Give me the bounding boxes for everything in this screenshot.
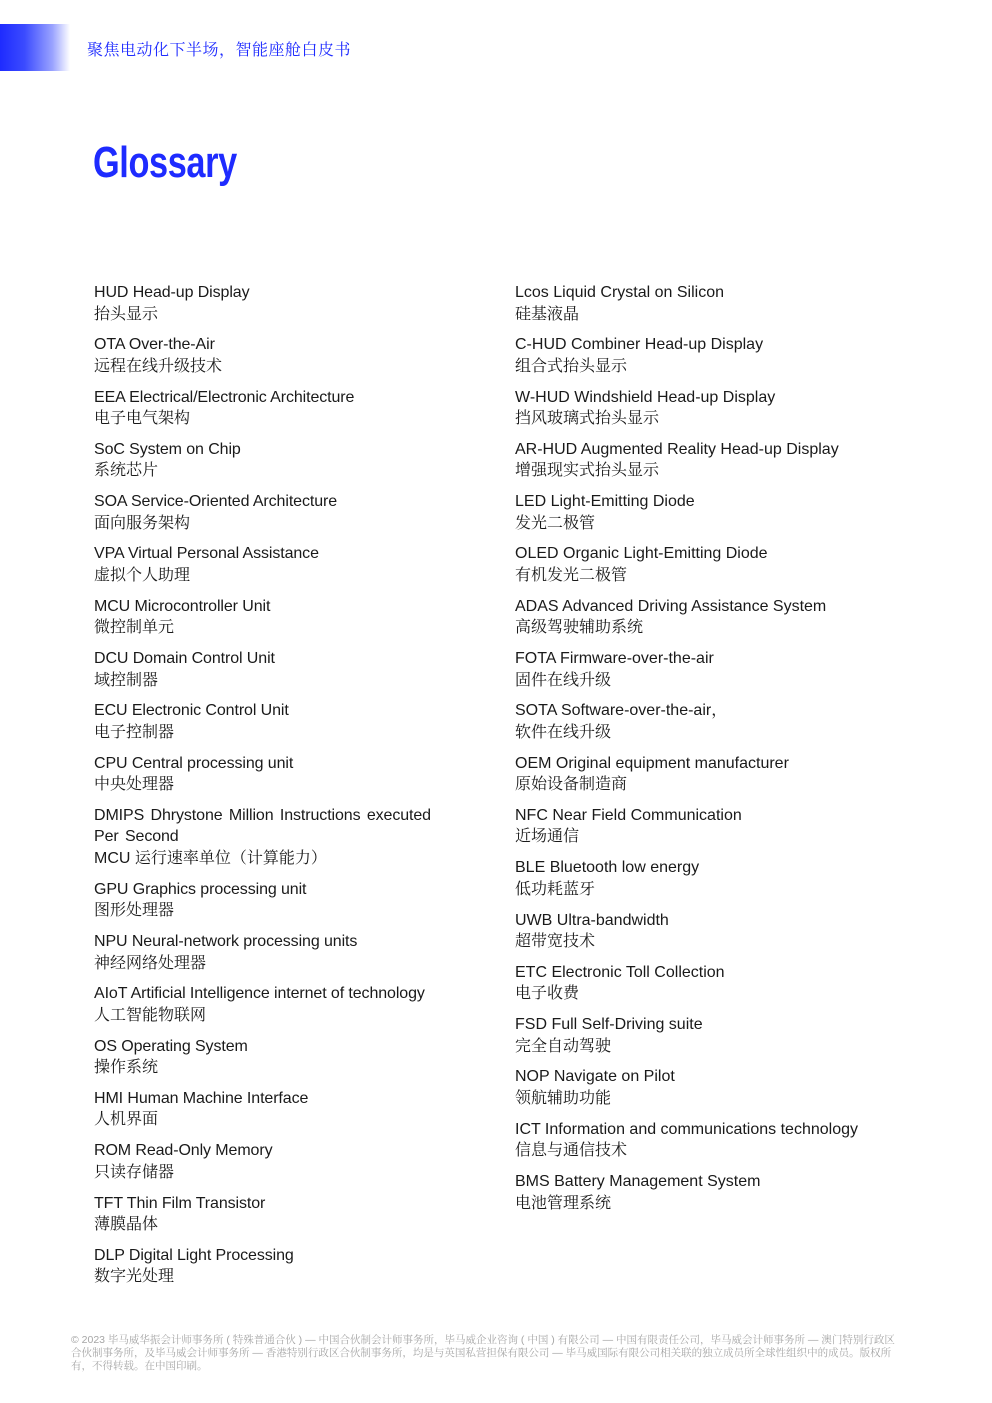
term-chinese: 微控制单元 xyxy=(94,619,175,637)
glossary-entry xyxy=(94,596,454,639)
term-english: TFT Thin Film Transistor xyxy=(94,1194,266,1212)
term-english: DMIPS Dhrystone Million Instructions executed Per Second xyxy=(94,806,431,846)
copyright-footer: © 2023 毕马威华振会计师事务所 ( 特殊普通合伙 ) — 中国合伙制会计师事务所，毕马威企业咨询 ( 中国 ) 有限公司 — 中国有限责任公司，毕马威会计师事务所 — 澳门特别行政区合伙制事务所，及毕马威会计师事务所 — 香港特别行政区合伙制事务所，均是与英国私营担保有限公司 — 毕马威国际有限公司相关联的独立成员所全球性组织中的成员。版权所有，不得转载。在中国印刷。 xyxy=(71,1334,895,1372)
term-english: CPU Central processing unit xyxy=(94,754,294,772)
term-english: ADAS Advanced Driving Assistance System xyxy=(515,597,827,615)
term-english: GPU Graphics processing unit xyxy=(94,880,307,898)
term-chinese: 增强现实式抬头显示 xyxy=(515,462,660,480)
glossary-entry xyxy=(94,282,454,325)
term-chinese: 电子收费 xyxy=(515,985,580,1003)
glossary-entry xyxy=(515,700,915,743)
glossary-entry xyxy=(94,648,454,691)
term-chinese: 低功耗蓝牙 xyxy=(515,880,596,898)
glossary-entry xyxy=(94,1036,454,1079)
term-english: MCU Microcontroller Unit xyxy=(94,597,271,615)
term-chinese: 域控制器 xyxy=(94,671,159,689)
glossary-entry xyxy=(515,387,915,430)
glossary-entry xyxy=(94,879,454,922)
glossary-entry xyxy=(515,910,915,953)
page-title: Glossary xyxy=(93,138,237,187)
term-english: ROM Read-Only Memory xyxy=(94,1142,273,1160)
glossary-entry xyxy=(515,1171,915,1214)
term-english: SOA Service-Oriented Architecture xyxy=(94,493,338,511)
term-chinese: 操作系统 xyxy=(94,1059,159,1077)
term-chinese: 图形处理器 xyxy=(94,902,175,920)
header-title: 聚焦电动化下半场，智能座舱白皮书 xyxy=(87,42,352,59)
glossary-entry xyxy=(515,1014,915,1057)
term-chinese: MCU 运行速率单位（计算能力） xyxy=(94,849,327,867)
glossary-entry xyxy=(94,805,454,870)
term-chinese: 发光二极管 xyxy=(515,514,596,532)
term-chinese: 电池管理系统 xyxy=(515,1194,612,1212)
glossary-entry xyxy=(515,491,915,534)
term-english: ETC Electronic Toll Collection xyxy=(515,963,725,981)
term-chinese: 神经网络处理器 xyxy=(94,954,207,972)
glossary-entry xyxy=(515,962,915,1005)
term-english: OTA Over-the-Air xyxy=(94,336,215,354)
term-chinese: 只读存储器 xyxy=(94,1163,175,1181)
term-chinese: 高级驾驶辅助系统 xyxy=(515,619,644,637)
glossary-entry xyxy=(94,983,454,1026)
term-english: DCU Domain Control Unit xyxy=(94,650,275,668)
term-chinese: 信息与通信技术 xyxy=(515,1142,628,1160)
term-chinese: 中央处理器 xyxy=(94,776,175,794)
term-chinese: 挡风玻璃式抬头显示 xyxy=(515,410,660,428)
term-chinese: 原始设备制造商 xyxy=(515,776,628,794)
glossary-entry xyxy=(515,439,915,482)
term-english: EEA Electrical/Electronic Architecture xyxy=(94,388,355,406)
glossary-entry xyxy=(94,334,454,377)
term-english: AIoT Artificial Intelligence internet of technology xyxy=(94,985,425,1003)
glossary-entry xyxy=(94,700,454,743)
term-english: AR-HUD Augmented Reality Head-up Display xyxy=(515,440,839,458)
glossary-entry xyxy=(94,1088,454,1131)
term-chinese: 远程在线升级技术 xyxy=(94,357,223,375)
term-english: LED Light-Emitting Diode xyxy=(515,493,695,511)
glossary-entry xyxy=(515,805,915,848)
term-english: HMI Human Machine Interface xyxy=(94,1089,309,1107)
term-chinese: 虚拟个人助理 xyxy=(94,566,191,584)
term-chinese: 电子控制器 xyxy=(94,723,175,741)
term-chinese: 面向服务架构 xyxy=(94,514,191,532)
glossary-entry xyxy=(94,931,454,974)
term-english: NFC Near Field Communication xyxy=(515,806,742,824)
term-english: ICT Information and communications technology xyxy=(515,1120,858,1138)
glossary-right-column xyxy=(515,282,915,1223)
glossary-entry xyxy=(94,753,454,796)
term-english: HUD Head-up Display xyxy=(94,284,250,301)
glossary-entry xyxy=(515,334,915,377)
term-english: UWB Ultra-bandwidth xyxy=(515,911,669,929)
term-chinese: 抬头显示 xyxy=(94,305,159,323)
term-chinese: 硅基液晶 xyxy=(515,305,580,323)
term-chinese: 完全自动驾驶 xyxy=(515,1037,612,1055)
term-chinese: 组合式抬头显示 xyxy=(515,357,628,375)
glossary-entry xyxy=(94,1193,454,1236)
term-english: SoC System on Chip xyxy=(94,440,241,458)
term-english: C-HUD Combiner Head-up Display xyxy=(515,336,764,354)
term-chinese: 电子电气架构 xyxy=(94,410,191,428)
glossary-entry xyxy=(94,439,454,482)
term-english: FSD Full Self-Driving suite xyxy=(515,1016,703,1034)
header-accent-band xyxy=(0,24,70,71)
glossary-entry xyxy=(515,648,915,691)
term-chinese: 超带宽技术 xyxy=(515,933,596,951)
glossary-entry xyxy=(515,282,915,325)
term-english: W-HUD Windshield Head-up Display xyxy=(515,388,776,406)
glossary-entry xyxy=(515,1119,915,1162)
term-chinese: 有机发光二极管 xyxy=(515,566,628,584)
term-english: OS Operating System xyxy=(94,1037,248,1055)
term-english: Lcos Liquid Crystal on Silicon xyxy=(515,284,724,301)
term-chinese: 薄膜晶体 xyxy=(94,1216,159,1234)
term-english: ECU Electronic Control Unit xyxy=(94,702,289,720)
glossary-entry xyxy=(94,1245,454,1288)
glossary-entry xyxy=(94,491,454,534)
term-english: NOP Navigate on Pilot xyxy=(515,1068,675,1086)
glossary-entry xyxy=(515,1066,915,1109)
term-english: BLE Bluetooth low energy xyxy=(515,859,700,877)
glossary-entry xyxy=(515,596,915,639)
glossary-left-column xyxy=(94,282,454,1297)
term-english: FOTA Firmware-over-the-air xyxy=(515,650,714,668)
glossary-entry xyxy=(515,543,915,586)
term-chinese: 近场通信 xyxy=(515,828,580,846)
term-english: OEM Original equipment manufacturer xyxy=(515,754,789,772)
term-english: DLP Digital Light Processing xyxy=(94,1246,294,1264)
term-chinese: 领航辅助功能 xyxy=(515,1089,612,1107)
term-chinese: 数字光处理 xyxy=(94,1268,175,1286)
term-chinese: 系统芯片 xyxy=(94,462,159,480)
glossary-entry xyxy=(94,387,454,430)
glossary-entry xyxy=(94,543,454,586)
glossary-entry xyxy=(515,857,915,900)
term-chinese: 人机界面 xyxy=(94,1111,159,1129)
glossary-entry xyxy=(515,753,915,796)
term-english: OLED Organic Light-Emitting Diode xyxy=(515,545,768,563)
term-english: VPA Virtual Personal Assistance xyxy=(94,545,319,563)
term-english: SOTA Software-over-the-air， xyxy=(515,702,728,720)
glossary-entry xyxy=(94,1140,454,1183)
term-english: BMS Battery Management System xyxy=(515,1173,761,1191)
term-chinese: 软件在线升级 xyxy=(515,723,612,741)
term-chinese: 固件在线升级 xyxy=(515,671,612,689)
term-chinese: 人工智能物联网 xyxy=(94,1006,207,1024)
term-english: NPU Neural-network processing units xyxy=(94,933,358,951)
